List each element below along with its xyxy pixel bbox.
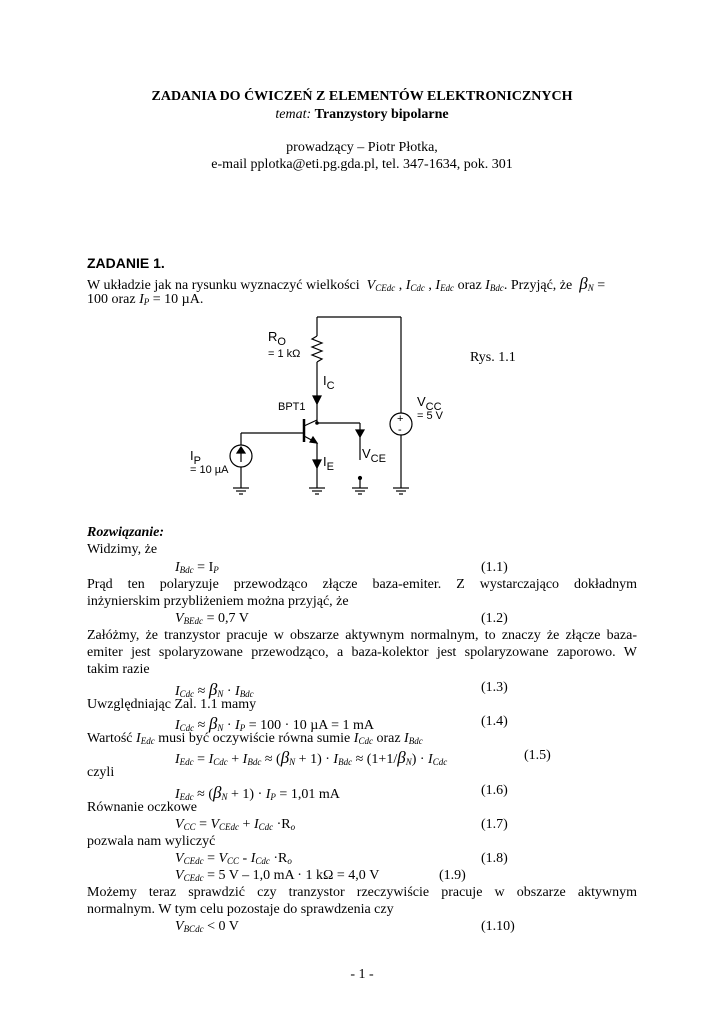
solution-text: Wartość $I_{Edc}$ musi być oczywiście równa sumie $I_{Cdc}$ oraz $I_{Bdc}$ bbox=[87, 731, 423, 746]
equation-1-9: $V_{CEdc} = 5$ V – 1,0 mA · 1 kΩ = 4,0 V bbox=[175, 868, 380, 883]
bpt-label: BPT1 bbox=[278, 401, 306, 413]
equation-1-7: $V_{CC} = V_{CEdc} + I_{Cdc} \cdot R_o$ bbox=[175, 817, 296, 832]
topic: Tranzystory bipolarne bbox=[314, 107, 449, 122]
equation-number: (1.7) bbox=[481, 817, 508, 832]
ic-label: $I_C$ bbox=[323, 373, 335, 392]
sub-edc: Edc bbox=[440, 283, 455, 293]
ic-arrow-icon bbox=[313, 396, 321, 404]
beta-symbol: β bbox=[579, 274, 588, 293]
solution-text: emiter jest spolaryzowane przewodząco, a baza-kolektor jest spolaryzowane zaporowo. W bbox=[87, 645, 637, 660]
equation-1-10: $V_{BCdc} < 0$ V bbox=[175, 919, 239, 934]
ip-label: $I_P$ bbox=[190, 448, 201, 467]
topic-line bbox=[0, 107, 724, 123]
ground-icon bbox=[352, 488, 368, 494]
solution-text: Załóżmy, że tranzystor pracuje w obszarze aktywnym normalnym, to znaczy że złącze baza- bbox=[87, 628, 637, 643]
equation-1-8: $V_{CEdc} = V_{CC} - I_{Cdc} \cdot R_o$ bbox=[175, 851, 292, 866]
sub-cdc: Cdc bbox=[410, 283, 425, 293]
ro-label: $R_O$ bbox=[268, 329, 286, 348]
figure-caption: Rys. 1.1 bbox=[470, 350, 516, 365]
task-text: 100 oraz bbox=[87, 292, 136, 307]
solution-heading: Rozwiązanie: bbox=[87, 525, 165, 540]
minus-sign: - bbox=[398, 424, 402, 436]
solution-text: Uwzględniając Zal. 1.1 mamy bbox=[87, 697, 257, 712]
var-i: I bbox=[485, 278, 490, 293]
task-line-1: W układzie jak na rysunku wyznaczyć wielkości $V_{CEdc}$ , $I_{Cdc}$ , $I_{Edc}$ oraz $I_{Bdc}$. Przyjąć, że $\beta_N$ = bbox=[87, 274, 606, 293]
equation-1-2: $V_{BEdc} = 0,7$ V bbox=[175, 611, 249, 626]
sub-n: N bbox=[587, 283, 594, 293]
equation-1-3: $I_{Cdc} \approx \beta_N \cdot I_{Bdc}$ bbox=[175, 680, 254, 699]
transistor-collector bbox=[304, 420, 317, 426]
equation-number: (1.2) bbox=[481, 611, 508, 626]
equation-number: (1.4) bbox=[481, 714, 508, 729]
vcc-value: = 5 V bbox=[417, 410, 443, 422]
vcc-label: $V_{CC}$ bbox=[417, 394, 442, 413]
contact-info: e-mail pplotka@eti.pg.gda.pl, tel. 347-1634, pok. 301 bbox=[211, 157, 513, 172]
solution-text: pozwala nam wyliczyć bbox=[87, 834, 216, 849]
ground-icon bbox=[309, 488, 325, 494]
equals-sign: = bbox=[597, 278, 606, 293]
var-i: I bbox=[435, 278, 441, 293]
var-v: V bbox=[366, 278, 376, 293]
ground-icon bbox=[393, 488, 409, 494]
equation-number: (1.6) bbox=[481, 783, 508, 798]
word-oraz: oraz bbox=[457, 278, 482, 293]
sub-cedc: CEdc bbox=[375, 283, 396, 293]
task-text: W układzie jak na rysunku wyznaczyć wielkości bbox=[87, 278, 360, 293]
solution-text: Możemy teraz sprawdzić czy tranzystor rzeczywiście pracuje w obszarze aktywnym bbox=[87, 885, 637, 900]
ground-icon bbox=[233, 488, 249, 494]
task-heading: ZADANIE 1. bbox=[87, 255, 165, 271]
equation-number: (1.8) bbox=[481, 851, 508, 866]
equation-1-5: $I_{Edc} = I_{Cdc} + I_{Bdc} \approx (\beta_N + 1) \cdot I_{Bdc} \approx (1+1/\beta_N) \cdot I_{Cdc}$ bbox=[175, 748, 448, 767]
ie-label: $I_E$ bbox=[323, 454, 334, 473]
var-i: I bbox=[139, 292, 144, 307]
task-text: . Przyjąć, że bbox=[503, 278, 573, 293]
equation-number: (1.3) bbox=[481, 680, 508, 695]
circuit-diagram bbox=[180, 310, 480, 500]
sub-bdc: Bdc bbox=[489, 283, 504, 293]
solution-text: normalnym. W tym celu pozostaje do sprawdzenia czy bbox=[87, 902, 394, 917]
vce-label: $V_{CE}$ bbox=[362, 446, 386, 465]
solution-text: Równanie oczkowe bbox=[87, 800, 198, 815]
equation-number: (1.9) bbox=[439, 868, 466, 883]
plus-sign: + bbox=[397, 413, 404, 425]
solution-text: Widzimy, że bbox=[87, 542, 158, 557]
ie-arrow-icon bbox=[313, 460, 321, 468]
task-text: = 10 µA. bbox=[152, 292, 204, 307]
equation-number: (1.1) bbox=[481, 560, 508, 575]
junction-dot bbox=[315, 421, 319, 425]
solution-text: Prąd ten polaryzuje przewodząco złącze baza-emiter. Z wystarczająco dokładnym bbox=[87, 577, 637, 592]
document-title: ZADANIA DO ĆWICZEŃ Z ELEMENTÓW ELEKTRONICZNYCH bbox=[151, 89, 573, 104]
page-number: - 1 - bbox=[350, 967, 374, 982]
equation-1-6: $I_{Edc} \approx (\beta_N + 1) \cdot I_P = 1,01$ mA bbox=[175, 783, 340, 802]
ip-value: = 10 µA bbox=[190, 464, 229, 476]
emitter-arrow-icon bbox=[310, 437, 317, 443]
equation-number: (1.10) bbox=[481, 919, 515, 934]
equation-1-1: $I_{Bdc} = I_P$ bbox=[175, 560, 219, 575]
arrow-up-icon bbox=[237, 447, 245, 453]
resistor-ro bbox=[312, 336, 322, 362]
vce-terminal bbox=[359, 477, 362, 480]
instructor: prowadzący – Piotr Płotka, bbox=[286, 140, 438, 155]
ro-value: = 1 kΩ bbox=[268, 348, 301, 360]
var-i: I bbox=[405, 278, 411, 293]
sub-p: P bbox=[143, 297, 150, 307]
topic-label: temat: bbox=[275, 107, 312, 122]
solution-text: czyli bbox=[87, 765, 115, 780]
task-line-2 bbox=[87, 292, 203, 308]
equation-number: (1.5) bbox=[524, 748, 551, 763]
solution-text: takim razie bbox=[87, 662, 150, 677]
solution-text: inżynierskim przybliżeniem można przyjąć, że bbox=[87, 594, 349, 609]
equation-1-4: $I_{Cdc} \approx \beta_N \cdot I_P = 100 \cdot 10$ µA = 1 mA bbox=[175, 714, 375, 733]
